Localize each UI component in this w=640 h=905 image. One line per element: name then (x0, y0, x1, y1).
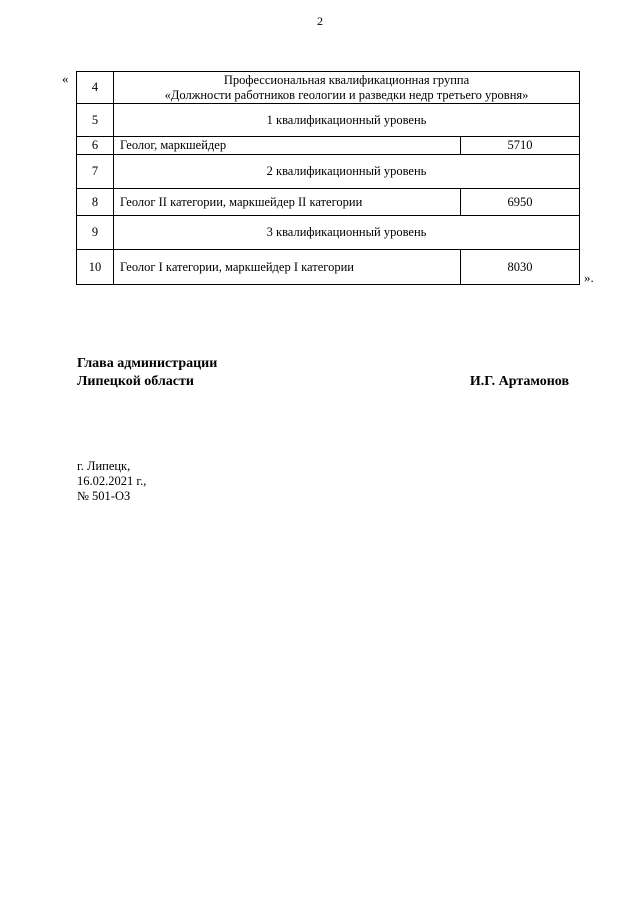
table-row (77, 250, 580, 285)
row-number: 8 (77, 189, 114, 216)
page-number: 2 (317, 14, 323, 28)
salary-value-cell: 8030 (461, 250, 580, 285)
qualification-level-cell: 3 квалификационный уровень (114, 216, 580, 250)
document-footer (77, 459, 146, 504)
row-number: 5 (77, 104, 114, 137)
table-row (77, 216, 580, 250)
table-row (77, 155, 580, 189)
qualification-level-cell: 1 квалификационный уровень (114, 104, 580, 137)
signatory-name: И.Г. Артамонов (469, 374, 569, 389)
row-number: 6 (77, 137, 114, 155)
signature-block (77, 355, 569, 391)
signatory-title-line-2: Липецкой области (77, 374, 194, 389)
closing-quote: ». (584, 270, 594, 285)
footer-date: 16.02.2021 г., (77, 474, 147, 488)
signatory-title-line-1: Глава администрации (77, 356, 218, 371)
row-number: 7 (77, 155, 114, 189)
group-title-line-2: «Должности работников геологии и разведки недр третьего уровня» (164, 87, 529, 102)
position-name-cell: Геолог I категории, маркшейдер I категории (114, 250, 461, 285)
table-row (77, 137, 580, 155)
row-number: 9 (77, 216, 114, 250)
salary-value-cell: 5710 (461, 137, 580, 155)
footer-city: г. Липецк, (77, 459, 131, 473)
position-name-cell: Геолог, маркшейдер (114, 137, 461, 155)
opening-quote: « (62, 71, 69, 86)
row-number: 10 (77, 250, 114, 285)
table-row (77, 189, 580, 216)
salary-value-cell: 6950 (461, 189, 580, 216)
table-row (77, 104, 580, 137)
position-name-cell: Геолог II категории, маркшейдер II категории (114, 189, 461, 216)
group-title-cell (114, 72, 580, 104)
qualification-level-cell: 2 квалификационный уровень (114, 155, 580, 189)
group-title-line-1: Профессиональная квалификационная группа (223, 72, 470, 87)
qualification-table (76, 71, 580, 285)
footer-law-number: № 501-ОЗ (77, 489, 131, 503)
table-header-row (77, 72, 580, 104)
row-number: 4 (77, 72, 114, 104)
